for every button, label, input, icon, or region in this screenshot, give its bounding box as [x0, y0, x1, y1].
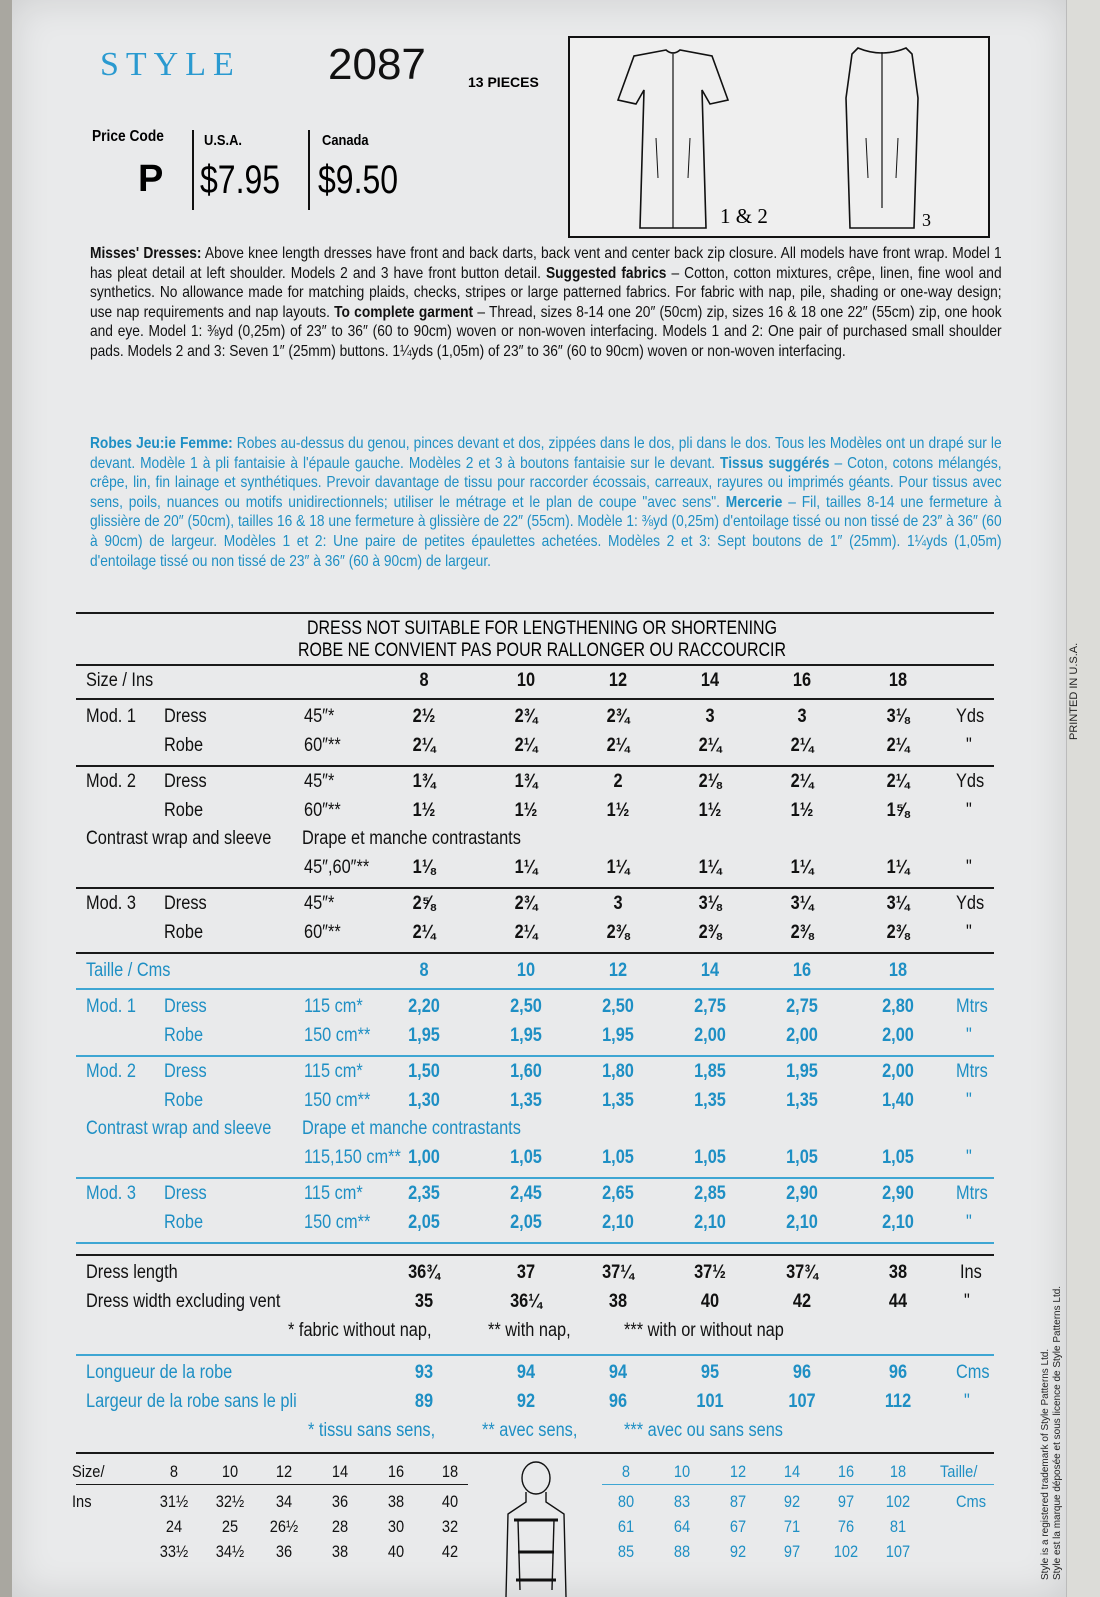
width-value: 35: [414, 1291, 434, 1312]
fabric-width: 60″**: [304, 799, 341, 821]
yardage-value: 2¾: [606, 706, 630, 727]
description-text-3: – Thread, sizes 8-14 one 20″ (50cm) zip, sizes 16 & 18 one 22″ (55cm) zip, one hook and eye. Model 1: ⅜yd (0,25m) of 23″ to 36″ (60 to 90cm) woven or non-woven interfacing. Models 1 and 2: One pair of purchased small shoulder pads. Models 2 and 3: Seven 1″ (25mm) buttons. 1¼yds (1,05m) of 23″ to 36″ (60 to 90cm) woven or non-woven interfacing.: [90, 303, 1002, 360]
yardage-value: 2,10: [786, 1211, 818, 1233]
price-divider-2: [308, 130, 310, 210]
body-measurement-cm: 102: [885, 1492, 911, 1511]
unit-label: Mtrs: [956, 1061, 988, 1082]
yardage-value: 1,40: [882, 1089, 914, 1111]
yardage-value: 2,85: [694, 1183, 726, 1204]
printed-in-usa: PRINTED IN U.S.A.: [1068, 642, 1080, 740]
width-unit: ": [964, 1291, 970, 1312]
yardage-value: 1½: [514, 799, 538, 821]
yardage-value: 2½: [412, 706, 436, 727]
body-measurement-cm: 97: [783, 1542, 801, 1561]
body-measurement-ins: 34: [275, 1492, 293, 1511]
width-value: 44: [888, 1291, 908, 1312]
size-column-header: 12: [608, 960, 628, 981]
width-value: 96: [608, 1391, 628, 1412]
unit-label: ": [966, 799, 972, 821]
length-unit: Ins: [960, 1262, 982, 1283]
body-measurement-ins: 25: [221, 1517, 239, 1536]
brand-name: STYLE: [100, 46, 241, 83]
yardage-value: 3⅛: [698, 893, 722, 914]
fabric-width: 45″*: [304, 771, 335, 792]
rule: [76, 612, 994, 614]
yardage-value: 2,05: [510, 1211, 542, 1233]
yardage-value: 2,90: [786, 1183, 818, 1204]
rule: [76, 1354, 994, 1356]
size-column-header: 10: [516, 960, 536, 981]
body-measurement-ins: 31½: [159, 1492, 189, 1511]
body-measurement-cm: 85: [617, 1542, 635, 1561]
french-notions-label: Mercerie: [725, 493, 783, 511]
yardage-value: 1¼: [886, 856, 910, 878]
table-header-label: Size / Ins: [86, 670, 154, 691]
body-figure-icon: [496, 1456, 576, 1597]
yardage-value: 2,00: [694, 1024, 726, 1046]
unit-label: ": [966, 734, 972, 756]
rule: [76, 988, 994, 990]
yardage-value: 3: [613, 893, 623, 914]
yardage-value: 2,50: [510, 996, 542, 1017]
body-measurement-ins: 40: [441, 1492, 459, 1511]
body-ins-label: Ins: [72, 1492, 92, 1511]
body-size-ins: 18: [441, 1462, 459, 1481]
largeur-label: Largeur de la robe sans le pli: [86, 1391, 297, 1412]
french-text-1: Robes au-dessus du genou, pinces devant et dos, zippées dans le dos, pli dans le dos. Tous les Modèles ont un drapé sur le devant. Modèle 1 à pli fantaisie à l'épaule gauche. Modèles 2 et 3 à boutons fantaisie sur le devant.: [90, 435, 1002, 472]
yardage-value: 2⅛: [698, 771, 722, 792]
body-taille-label: Taille/: [940, 1462, 978, 1481]
body-size-label: Size/: [72, 1462, 105, 1481]
body-measurement-cm: 92: [729, 1542, 747, 1561]
size-column-header: 18: [888, 670, 908, 691]
body-measurement-cm: 87: [729, 1492, 747, 1511]
unit-label: ": [966, 921, 972, 943]
yardage-value: 1⅝: [886, 799, 910, 821]
body-measurement-ins: 36: [275, 1542, 293, 1561]
unit-label: ": [966, 1211, 972, 1233]
yardage-value: 2,10: [882, 1211, 914, 1233]
view-label-1-2: 1 & 2: [720, 204, 768, 228]
trademark-notice-1: Style is a registered trademark of Style Patterns Ltd.: [1040, 1348, 1051, 1580]
length-value: 95: [700, 1362, 720, 1383]
body-measurement-cm: 83: [673, 1492, 691, 1511]
length-value: 36¾: [408, 1262, 440, 1283]
rule: [76, 1484, 468, 1485]
body-measurement-ins: 36: [331, 1492, 349, 1511]
body-measurement-ins: 40: [387, 1542, 405, 1561]
garment-label: Dress: [164, 771, 207, 792]
french-fabrics-label: Tissus suggérés: [720, 454, 830, 472]
yardage-value: 1,95: [786, 1061, 818, 1082]
yardage-value: 1¼: [514, 856, 538, 878]
envelope-flap: [1066, 0, 1100, 1597]
yardage-value: 1½: [606, 799, 630, 821]
garment-label: Robe: [164, 1024, 204, 1046]
width-value: 101: [696, 1391, 724, 1412]
body-size-ins: 16: [387, 1462, 405, 1481]
yardage-value: 1,95: [408, 1024, 440, 1046]
yardage-value: 2¼: [412, 921, 436, 943]
fabric-width: 45″*: [304, 706, 335, 727]
description-text-2: – Cotton, cotton mixtures, crêpe, linen, fine wool and synthetics. No allowance made for matching plaids, checks, stripes or large patterned fabrics. For fabric with nap, pile, shading or one-way design; use nap requirements and nap layouts.: [90, 264, 1002, 321]
yardage-value: 1¼: [698, 856, 722, 878]
usa-price: $7.95: [200, 158, 281, 202]
yardage-value: 1,05: [882, 1146, 914, 1168]
view-label-3: 3: [922, 210, 931, 230]
yardage-value: 2,65: [602, 1183, 634, 1204]
yardage-value: 2¼: [886, 771, 910, 792]
body-measurement-cm: 92: [783, 1492, 801, 1511]
yardage-value: 3: [797, 706, 807, 727]
length-unit-cm: Cms: [956, 1362, 990, 1383]
body-measurement-ins: 26½: [269, 1517, 299, 1536]
size-column-header: 14: [700, 670, 720, 691]
fabrics-label: Suggested fabrics: [545, 264, 667, 282]
garment-label: Dress: [164, 893, 207, 914]
yardage-value: 2¼: [790, 771, 814, 792]
footnote-fr-1: * tissu sans sens,: [308, 1420, 436, 1441]
usa-label: U.S.A.: [204, 132, 243, 149]
fabric-width: 45″*: [304, 893, 335, 914]
notions-label: To complete garment: [334, 303, 474, 321]
unit-label: Mtrs: [956, 1183, 988, 1204]
body-measurement-ins: 38: [387, 1492, 405, 1511]
rule: [76, 765, 994, 767]
unit-label: ": [966, 856, 972, 878]
length-value: 94: [516, 1362, 536, 1383]
english-description: [90, 244, 1002, 362]
model-label: Mod. 1: [86, 996, 136, 1017]
body-cms-label: Cms: [956, 1492, 987, 1511]
width-value: 40: [700, 1291, 720, 1312]
width-value: 89: [414, 1391, 434, 1412]
yardage-value: 2¾: [514, 706, 538, 727]
width-value: 92: [516, 1391, 536, 1412]
length-value: 93: [414, 1362, 434, 1383]
yardage-value: 1½: [698, 799, 722, 821]
length-value: 94: [608, 1362, 628, 1383]
body-size-cm: 18: [889, 1462, 907, 1481]
yardage-value: 2¾: [514, 893, 538, 914]
yardage-value: 1½: [790, 799, 814, 821]
yardage-value: 1¾: [514, 771, 538, 792]
yardage-value: 1,35: [694, 1089, 726, 1111]
body-size-ins: 12: [275, 1462, 293, 1481]
length-value: 37: [516, 1262, 536, 1283]
size-column-header: 8: [419, 670, 429, 691]
size-column-header: 16: [792, 670, 812, 691]
unit-label: ": [966, 1089, 972, 1111]
footnote-3: *** with or without nap: [624, 1320, 784, 1341]
trademark-notice-2: Style est la marque déposée et sous licence de Style Patterns Ltd.: [1052, 1285, 1063, 1580]
unit-label: Mtrs: [956, 996, 988, 1017]
body-measurement-cm: 80: [617, 1492, 635, 1511]
length-value: 38: [888, 1262, 908, 1283]
garment-label: Robe: [164, 921, 204, 943]
length-value: 37½: [694, 1262, 726, 1283]
rule: [76, 887, 994, 889]
body-measurement-cm: 64: [673, 1517, 691, 1536]
yardage-value: 2¼: [412, 734, 436, 756]
price-divider: [192, 130, 194, 210]
body-size-ins: 14: [331, 1462, 349, 1481]
description-text-1: Above knee length dresses have front and back darts, back vent and center back zip closure. All models have front wrap. Model 1 has pleat detail at left shoulder. Models 2 and 3 have front button detail.: [90, 245, 1002, 282]
contrast-label: Contrast wrap and sleeve: [86, 828, 272, 849]
yardage-value: 2¼: [514, 734, 538, 756]
garment-label: Dress: [164, 1183, 207, 1204]
notice-line-1: DRESS NOT SUITABLE FOR LENGTHENING OR SHORTENING: [306, 618, 778, 639]
yardage-value: 1,95: [602, 1024, 634, 1046]
length-value: 96: [792, 1362, 812, 1383]
yardage-value: 1,95: [510, 1024, 542, 1046]
width-unit-cm: ": [964, 1391, 970, 1412]
model-label: Mod. 3: [86, 1183, 136, 1204]
yardage-value: 2,75: [694, 996, 726, 1017]
yardage-value: 2¼: [698, 734, 722, 756]
rule: [76, 1177, 994, 1179]
yardage-value: 1¼: [606, 856, 630, 878]
yardage-value: 2¼: [886, 734, 910, 756]
yardage-value: 2: [613, 771, 623, 792]
footnote-2: ** with nap,: [488, 1320, 571, 1341]
french-description: [90, 434, 1002, 571]
yardage-value: 1,05: [786, 1146, 818, 1168]
body-size-ins: 10: [221, 1462, 239, 1481]
body-size-cm: 10: [673, 1462, 691, 1481]
garment-label: Dress: [164, 1061, 207, 1082]
length-value: 96: [888, 1362, 908, 1383]
garment-label: Dress: [164, 706, 207, 727]
width-value: 112: [884, 1391, 912, 1412]
yardage-value: 2,80: [882, 996, 914, 1017]
body-measurement-ins: 38: [331, 1542, 349, 1561]
yardage-value: 2⅜: [790, 921, 814, 943]
yardage-value: 3⅛: [886, 706, 910, 727]
model-label: Mod. 2: [86, 1061, 136, 1082]
yardage-value: 3¼: [886, 893, 910, 914]
yardage-value: 1¾: [412, 771, 436, 792]
yardage-value: 2⅜: [698, 921, 722, 943]
yardage-value: 1,35: [602, 1089, 634, 1111]
rule: [76, 1055, 994, 1057]
yardage-value: 2⅜: [606, 921, 630, 943]
price-code-label: Price Code: [92, 128, 164, 145]
length-value: 37¾: [786, 1262, 818, 1283]
body-measurement-cm: 88: [673, 1542, 691, 1561]
body-measurement-cm: 107: [885, 1542, 911, 1561]
length-value: 37¼: [602, 1262, 634, 1283]
size-column-header: 12: [608, 670, 628, 691]
footnote-1: * fabric without nap,: [288, 1320, 432, 1341]
pattern-envelope-back: [12, 0, 1066, 1597]
yardage-value: 1,35: [510, 1089, 542, 1111]
body-measurement-ins: 30: [387, 1517, 405, 1536]
notice-line-2: ROBE NE CONVIENT PAS POUR RALLONGER OU RACCOURCIR: [297, 640, 787, 661]
body-measurement-ins: 34½: [215, 1542, 245, 1561]
unit-label: Yds: [956, 893, 985, 914]
model-label: Mod. 2: [86, 771, 136, 792]
body-measurement-ins: 42: [441, 1542, 459, 1561]
fabric-width: 60″**: [304, 734, 341, 756]
body-measurement-cm: 71: [783, 1517, 801, 1536]
body-measurement-ins: 32½: [215, 1492, 245, 1511]
yardage-value: 2⅜: [886, 921, 910, 943]
yardage-value: 3: [705, 706, 715, 727]
yardage-value: 2,35: [408, 1183, 440, 1204]
yardage-value: 2¼: [606, 734, 630, 756]
rule: [602, 1484, 994, 1485]
description-lead: Misses' Dresses:: [90, 245, 202, 262]
table-header-label: Taille / Cms: [86, 960, 171, 981]
yardage-value: 2,10: [602, 1211, 634, 1233]
yardage-value: 2,90: [882, 1183, 914, 1204]
garment-label: Robe: [164, 734, 204, 756]
garment-label: Robe: [164, 799, 204, 821]
body-measurement-cm: 76: [837, 1517, 855, 1536]
fabric-width: 150 cm**: [304, 1089, 371, 1111]
yardage-value: 2¼: [790, 734, 814, 756]
dress-width-label: Dress width excluding vent: [86, 1291, 281, 1312]
body-size-ins: 8: [169, 1462, 179, 1481]
unit-label: Yds: [956, 771, 985, 792]
body-measurement-ins: 28: [331, 1517, 349, 1536]
yardage-value: 1,05: [694, 1146, 726, 1168]
width-value: 107: [788, 1391, 816, 1412]
model-label: Mod. 3: [86, 893, 136, 914]
french-text-2: – Coton, cotons mélangés, crêpe, lin, fin lainage et synthétiques. Prevoir davantage de tissu pour raccorder écossais, carreaux, rayures ou imprimés géants. Pour tissus avec sens, poils, nuances ou motifs unidirectionnels; utiliser le métrage et le plan de coupe "avec sens".: [90, 454, 1002, 511]
yardage-value: 1,50: [408, 1061, 440, 1082]
yardage-value: 1,60: [510, 1061, 542, 1082]
yardage-value: 1½: [412, 799, 436, 821]
yardage-value: 1,35: [786, 1089, 818, 1111]
rule: [76, 1242, 994, 1244]
yardage-value: 2,05: [408, 1211, 440, 1233]
yardage-value: 2,45: [510, 1183, 542, 1204]
contrast-french-label: Drape et manche contrastants: [302, 828, 521, 849]
body-size-cm: 8: [621, 1462, 631, 1481]
technical-drawings: [568, 36, 990, 238]
body-measurement-cm: 81: [889, 1517, 907, 1536]
unit-label: ": [966, 1024, 972, 1046]
width-value: 36¼: [510, 1291, 542, 1312]
size-column-header: 18: [888, 960, 908, 981]
size-column-header: 8: [419, 960, 429, 981]
canada-price: $9.50: [318, 158, 399, 202]
contrast-french-label: Drape et manche contrastants: [302, 1118, 521, 1139]
garment-label: Robe: [164, 1211, 204, 1233]
body-measurement-cm: 61: [617, 1517, 635, 1536]
body-measurement-cm: 67: [729, 1517, 747, 1536]
footnote-fr-3: *** avec ou sans sens: [624, 1420, 783, 1441]
longueur-label: Longueur de la robe: [86, 1362, 233, 1383]
pieces-count: 13 PIECES: [468, 74, 539, 90]
body-measurement-ins: 24: [165, 1517, 183, 1536]
fabric-width: 150 cm**: [304, 1211, 371, 1233]
unit-label: Yds: [956, 706, 985, 727]
rule: [76, 664, 994, 666]
body-size-cm: 12: [729, 1462, 747, 1481]
size-column-header: 16: [792, 960, 812, 981]
yardage-value: 1,85: [694, 1061, 726, 1082]
size-column-header: 14: [700, 960, 720, 981]
body-measurement-ins: 33½: [159, 1542, 189, 1561]
fabric-width: 45″,60″**: [304, 856, 370, 878]
yardage-value: 1,00: [408, 1146, 440, 1168]
yardage-value: 1⅛: [412, 856, 436, 878]
rule: [76, 698, 994, 700]
rule: [76, 952, 994, 954]
model-label: Mod. 1: [86, 706, 136, 727]
yardage-value: 1,05: [510, 1146, 542, 1168]
rule: [76, 1254, 994, 1256]
yardage-value: 1,80: [602, 1061, 634, 1082]
body-size-cm: 14: [783, 1462, 801, 1481]
yardage-value: 2,10: [694, 1211, 726, 1233]
fabric-width: 115,150 cm**: [304, 1146, 401, 1168]
unit-label: ": [966, 1146, 972, 1168]
french-text-3: – Fil, tailles 8-14 une fermeture à glissière de 20″ (50cm), tailles 16 & 18 une fermeture à glissière de 22″ (55cm). Modèle 1: ⅜yd (0,25m) d'entoilage tissé ou non tissé de 23″ à 36″ (60 à 90cm) de largeur. Modèles 1 et 2: Une paire de petites épaulettes achetées. Modèles 2 et 3: Sept boutons de 1″ (25mm). 1¼yds (1,05m) d'entoilage tissé ou non tissé de 23″ à 36″ (60 à 90cm) de largeur.: [90, 493, 1002, 570]
yardage-value: 2,00: [786, 1024, 818, 1046]
body-measurement-cm: 97: [837, 1492, 855, 1511]
price-code: P: [138, 158, 164, 200]
yardage-value: 1¼: [790, 856, 814, 878]
yardage-value: 2,20: [408, 996, 440, 1017]
body-measurement-ins: 32: [441, 1517, 459, 1536]
yardage-value: 2,50: [602, 996, 634, 1017]
rule: [76, 1452, 994, 1454]
yardage-value: 1,30: [408, 1089, 440, 1111]
fabric-width: 115 cm*: [304, 1061, 363, 1082]
fabric-width: 60″**: [304, 921, 341, 943]
yardage-value: 2⅝: [412, 893, 436, 914]
garment-label: Robe: [164, 1089, 204, 1111]
yardage-value: 2,00: [882, 1024, 914, 1046]
pattern-number: 2087: [328, 40, 426, 89]
garment-label: Dress: [164, 996, 207, 1017]
size-column-header: 10: [516, 670, 536, 691]
fabric-width: 115 cm*: [304, 1183, 363, 1204]
body-measurement-cm: 102: [833, 1542, 859, 1561]
footnote-fr-2: ** avec sens,: [482, 1420, 578, 1441]
yardage-value: 2,75: [786, 996, 818, 1017]
body-size-cm: 16: [837, 1462, 855, 1481]
french-lead: Robes Jeu:ie Femme:: [90, 435, 233, 452]
yardage-value: 3¼: [790, 893, 814, 914]
fabric-width: 115 cm*: [304, 996, 363, 1017]
yardage-value: 2¼: [514, 921, 538, 943]
width-value: 38: [608, 1291, 628, 1312]
contrast-label: Contrast wrap and sleeve: [86, 1118, 272, 1139]
width-value: 42: [792, 1291, 812, 1312]
fabric-width: 150 cm**: [304, 1024, 371, 1046]
canada-label: Canada: [322, 132, 369, 149]
dress-line-drawings: [570, 38, 988, 236]
dress-length-label: Dress length: [86, 1262, 178, 1283]
yardage-value: 1,05: [602, 1146, 634, 1168]
yardage-value: 2,00: [882, 1061, 914, 1082]
